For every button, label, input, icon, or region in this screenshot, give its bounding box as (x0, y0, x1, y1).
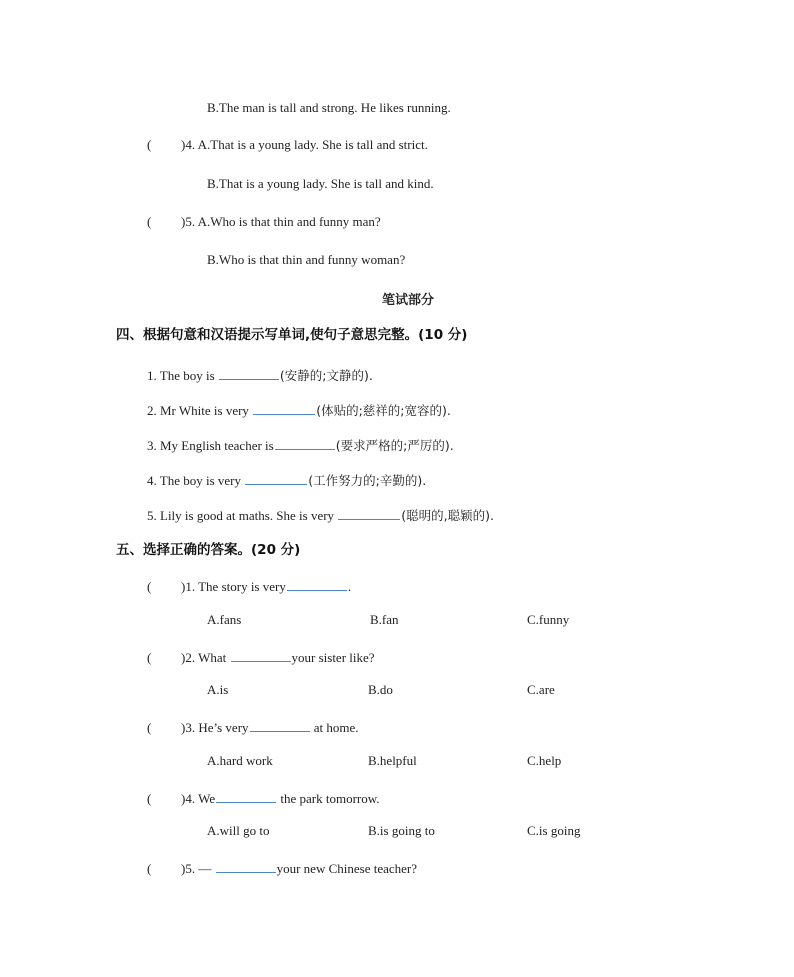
section4-title: 四、根据句意和汉语提示写单词,使句子意思完整。(10 分) (116, 327, 468, 343)
section5-question-2: ( )2. What your sister like? (147, 650, 375, 665)
answer-blank[interactable] (219, 366, 279, 380)
option-a[interactable]: A.hard work (207, 753, 273, 768)
option-b[interactable]: B.is going to (368, 823, 435, 838)
answer-blank[interactable] (338, 506, 400, 520)
option-b[interactable]: B.fan (370, 612, 399, 627)
answer-blank[interactable] (287, 577, 347, 591)
answer-blank[interactable] (275, 436, 335, 450)
answer-blank[interactable] (253, 401, 315, 415)
answer-blank[interactable] (231, 648, 291, 662)
option-c[interactable]: C.is going (527, 823, 581, 838)
answer-blank[interactable] (245, 471, 307, 485)
answer-blank[interactable] (216, 859, 276, 873)
section4-item-5: 5. Lily is good at maths. She is very (聪明的,聪颖的). (147, 508, 494, 523)
answer-paren[interactable]: ( (147, 214, 152, 229)
listening-q4-option-b: B.That is a young lady. She is tall and kind. (207, 176, 434, 191)
section5-question-4: ( )4. We the park tomorrow. (147, 791, 380, 806)
section5-question-1: ( )1. The story is very . (147, 579, 352, 594)
listening-q4 (147, 137, 428, 153)
answer-paren[interactable]: ( (147, 579, 152, 594)
answer-paren[interactable]: ( (147, 720, 152, 735)
section5-question-5: ( )5. — your new Chinese teacher? (147, 861, 418, 876)
option-b[interactable]: B.helpful (368, 753, 417, 768)
option-c[interactable]: C.funny (527, 612, 570, 627)
option-a[interactable]: A.is (207, 682, 229, 697)
answer-blank[interactable] (216, 789, 276, 803)
section5-question-3: ( )3. He’s very at home. (147, 720, 359, 735)
listening-q3-option-b: B.The man is tall and strong. He likes running. (207, 100, 451, 115)
answer-blank[interactable] (250, 718, 310, 732)
answer-paren[interactable]: ( (147, 791, 152, 806)
option-a: A.Who is that thin and funny man? (197, 214, 381, 229)
option-b[interactable]: B.do (368, 682, 393, 697)
answer-paren[interactable]: ( (147, 137, 152, 152)
written-part-title: 笔试部分 (382, 293, 435, 308)
question-number: )5. (181, 214, 196, 229)
answer-paren[interactable]: ( (147, 650, 152, 665)
option-a: A.That is a young lady. She is tall and strict. (197, 137, 428, 152)
section4-item-1: 1. The boy is (安静的;文静的). (147, 368, 373, 383)
option-c[interactable]: C.help (527, 753, 562, 768)
section4-item-3: 3. My English teacher is (要求严格的;严厉的). (147, 438, 454, 453)
option-c[interactable]: C.are (527, 682, 555, 697)
listening-q5-option-b: B.Who is that thin and funny woman? (207, 252, 406, 267)
section5-title: 五、选择正确的答案。(20 分) (116, 542, 301, 558)
answer-paren[interactable]: ( (147, 861, 152, 876)
section4-item-4: 4. The boy is very (工作努力的;辛勤的). (147, 473, 427, 488)
option-a[interactable]: A.will go to (207, 823, 270, 838)
option-a[interactable]: A.fans (207, 612, 242, 627)
section4-item-2: 2. Mr White is very (体贴的;慈祥的;宽容的). (147, 403, 451, 418)
question-number: )4. (181, 137, 196, 152)
listening-q5 (147, 214, 381, 230)
